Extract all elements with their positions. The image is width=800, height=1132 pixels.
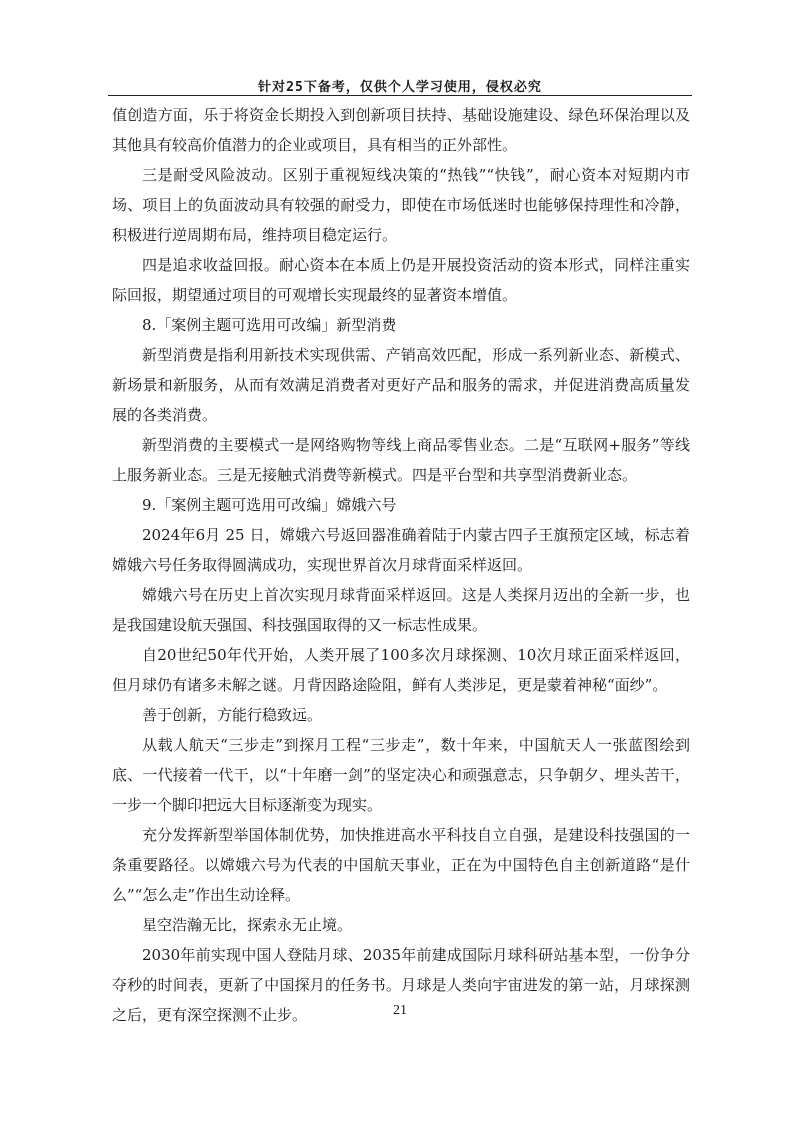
- paragraph: 嫦娥六号在历史上首次实现月球背面采样返回。这是人类探月迈出的全新一步，也是我国建设航天强国、科技强国取得的又一标志性成果。: [112, 586, 690, 634]
- paragraph: 三是耐受风险波动。区别于重视短线决策的“热钱”“快钱”，耐心资本对短期内市场、项目上的负面波动具有较强的耐受力，即使在市场低迷时也能够保持理性和冷静，积极进行逆周期布局，维持项目稳定运行。: [112, 166, 690, 244]
- section-heading-8: 8.「案例主题可选用可改编」新型消费: [142, 316, 397, 334]
- header-divider: [108, 95, 692, 96]
- paragraph: 自20世纪50年代开始，人类开展了100多次月球探测、10次月球正面采样返回，但月球仍有诸多未解之谜。月背因路途险阻，鲜有人类涉足，更是蒙着神秘“面纱”。: [112, 646, 690, 694]
- paragraph: 从载人航天“三步走”到探月工程“三步走”，数十年来，中国航天人一张蓝图绘到底、一代接着一代干，以“十年磨一剑”的坚定决心和顽强意志，只争朝夕、埋头苦干，一步一个脚印把远大目标逐渐变为现实。: [112, 736, 690, 814]
- page-header: 针对25下备考，仅供个人学习使用，侵权必究: [258, 80, 542, 95]
- paragraph: 善于创新，方能行稳致远。: [142, 706, 323, 724]
- paragraph-continuation: 值创造方面，乐于将资金长期投入到创新项目扶持、基础设施建设、绿色环保治理以及其他具有较高价值潜力的企业或项目，具有相当的正外部性。: [112, 106, 690, 154]
- page-content: [112, 100, 690, 1030]
- paragraph: 充分发挥新型举国体制优势，加快推进高水平科技自立自强，是建设科技强国的一条重要路径。以嫦娥六号为代表的中国航天事业，正在为中国特色自主创新道路“是什么”“怎么走”作出生动诠释。: [112, 826, 690, 904]
- paragraph: 2030年前实现中国人登陆月球、2035年前建成国际月球科研站基本型，一份争分夺秒的时间表，更新了中国探月的任务书。月球是人类向宇宙进发的第一站，月球探测之后，更有深空探测不止步。: [112, 946, 690, 1024]
- section-heading-9: 9.「案例主题可选用可改编」嫦娥六号: [142, 496, 397, 514]
- paragraph: 新型消费是指利用新技术实现供需、产销高效匹配，形成一系列新业态、新模式、新场景和新服务，从而有效满足消费者对更好产品和服务的需求，并促进消费高质量发展的各类消费。: [112, 346, 690, 424]
- paragraph: 四是追求收益回报。耐心资本在本质上仍是开展投资活动的资本形式，同样注重实际回报，期望通过项目的可观增长实现最终的显著资本增值。: [112, 256, 690, 304]
- paragraph: 星空浩瀚无比，探索永无止境。: [142, 916, 353, 934]
- paragraph: 新型消费的主要模式一是网络购物等线上商品零售业态。二是“互联网+服务”等线上服务新业态。三是无接触式消费等新模式。四是平台型和共享型消费新业态。: [112, 436, 690, 484]
- paragraph: 2024年6月 25 日，嫦娥六号返回器准确着陆于内蒙古四子王旗预定区域，标志着嫦娥六号任务取得圆满成功，实现世界首次月球背面采样返回。: [112, 526, 690, 574]
- page-number: 21: [393, 1003, 407, 1018]
